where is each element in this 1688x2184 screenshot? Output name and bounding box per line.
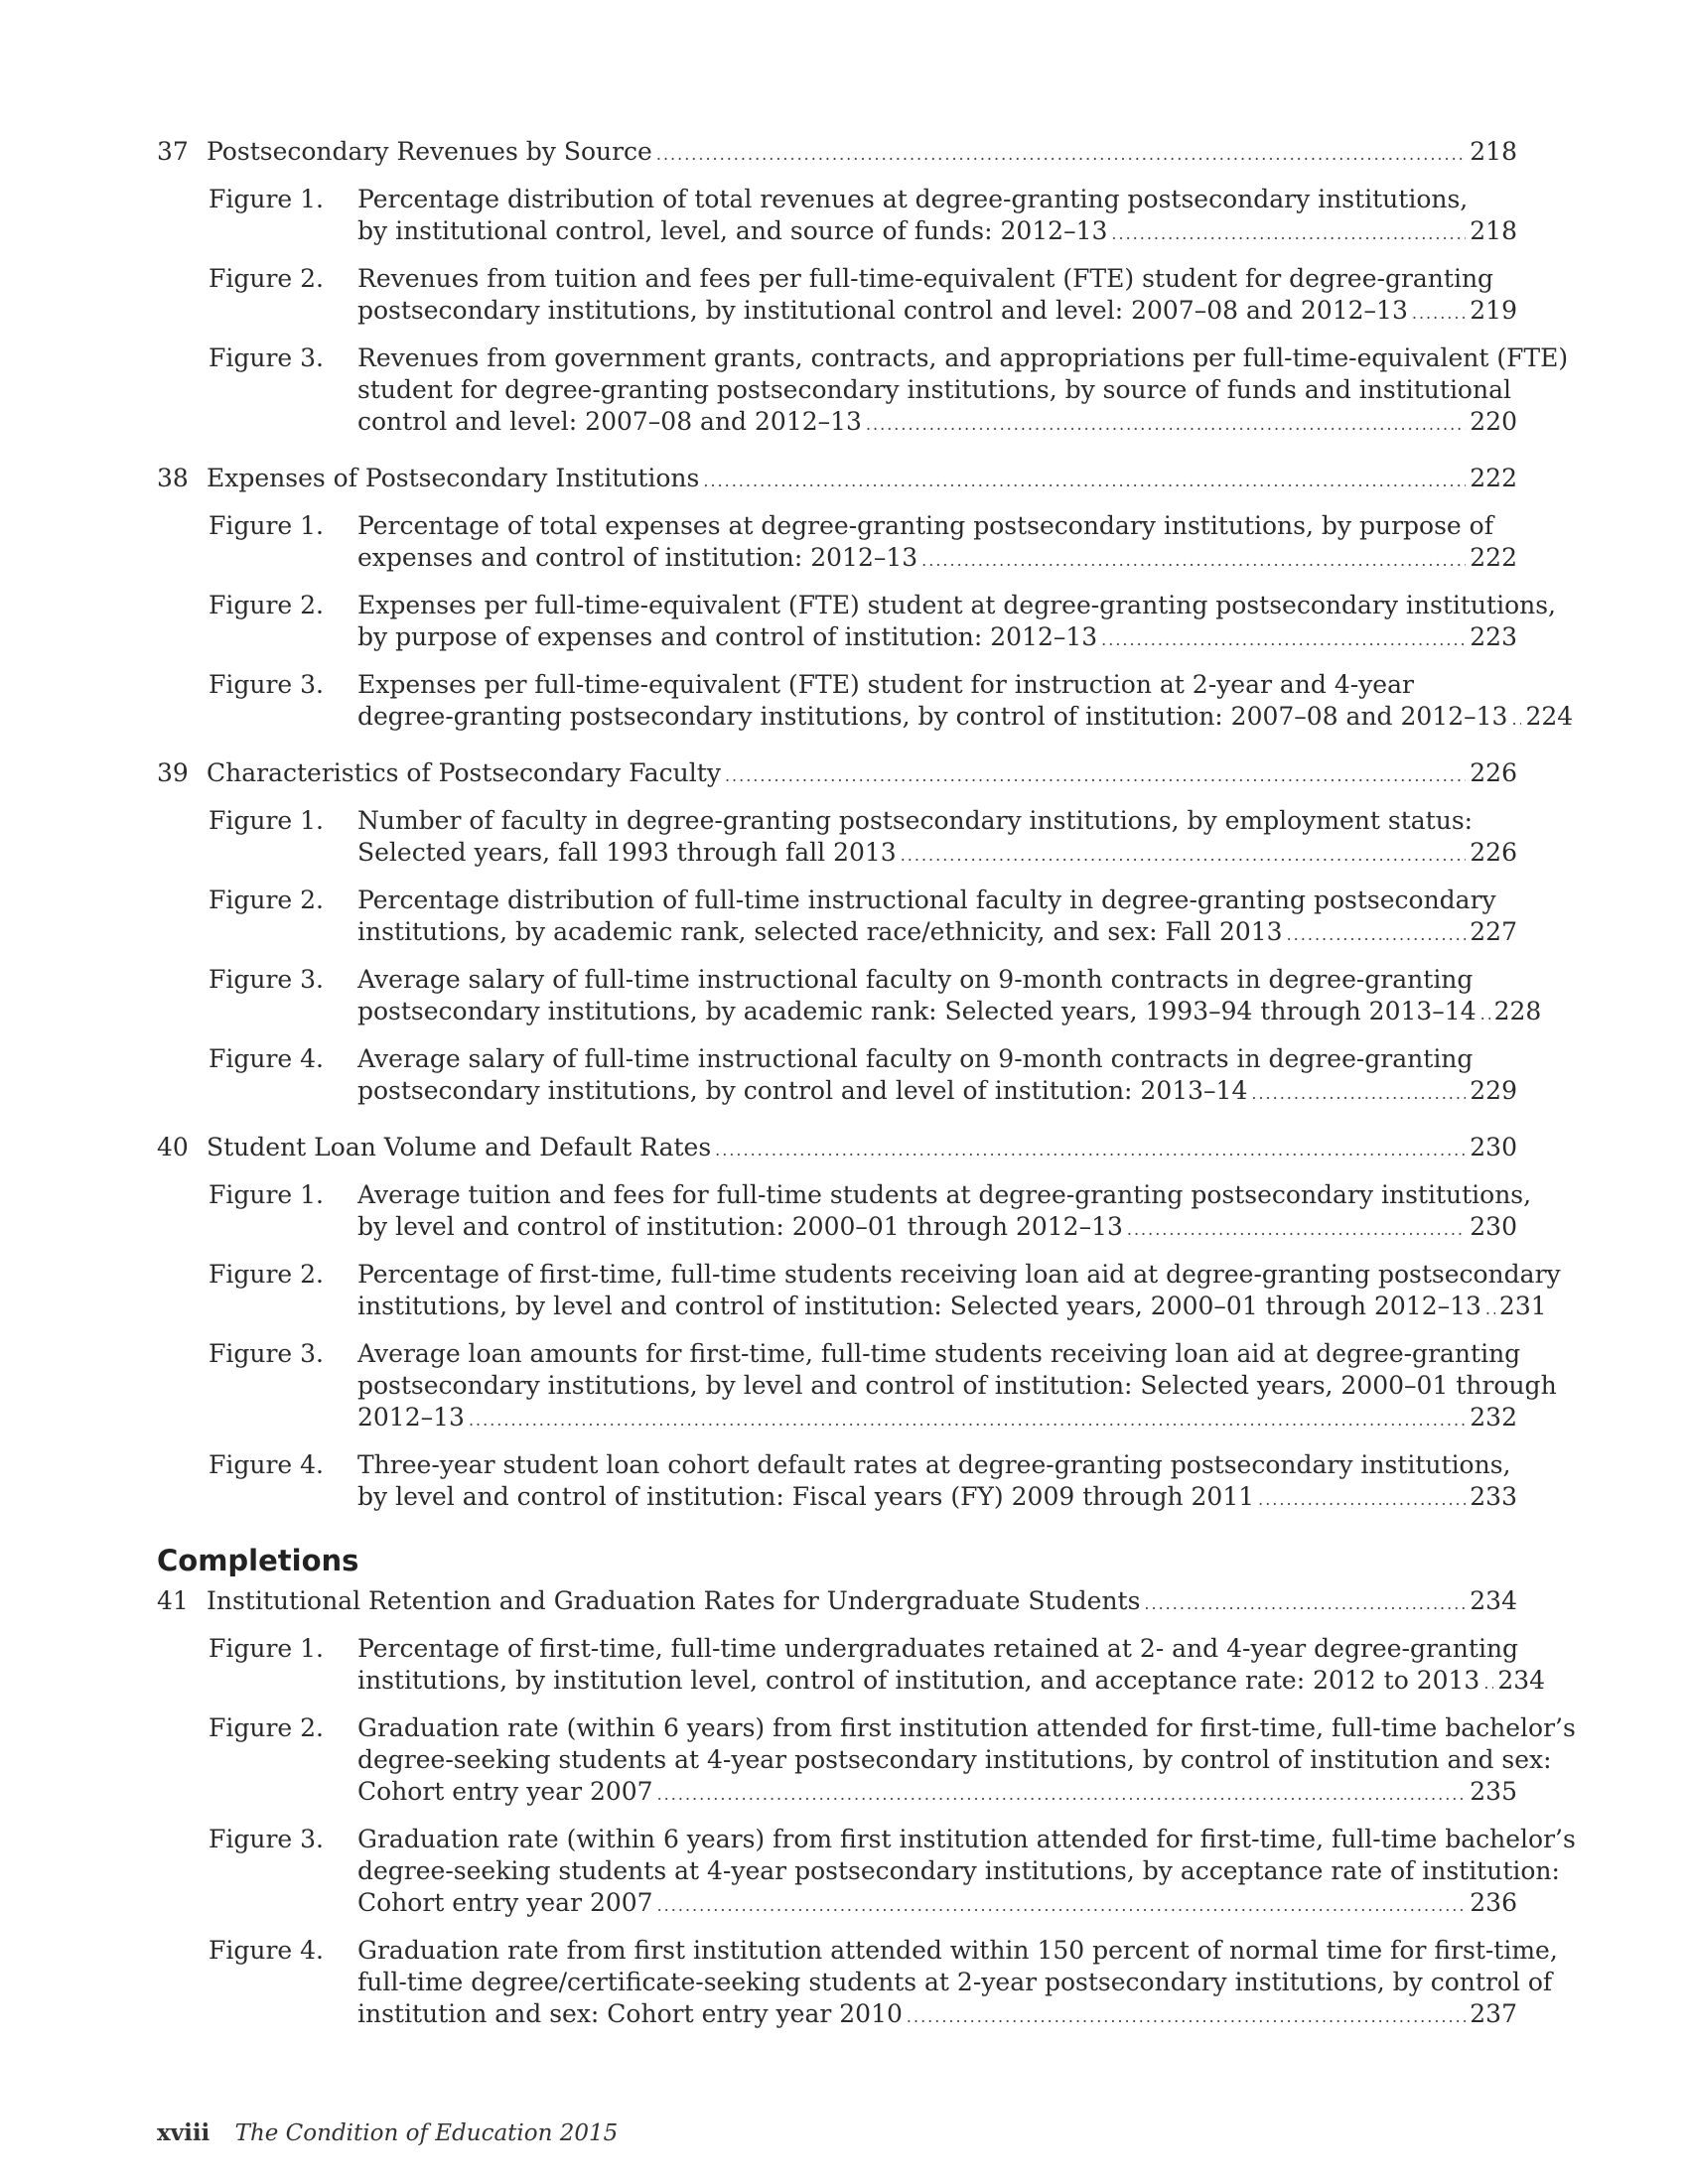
figure-caption-last-line	[357, 1402, 1517, 1436]
figure-caption-text: institutions, by institution level, control of institution, and acceptance rate: 2012 to 2013	[357, 1666, 1480, 1695]
dot-leader	[656, 136, 1466, 171]
toc-section-entry[interactable]	[157, 757, 1517, 792]
dot-leader	[715, 1132, 1466, 1166]
toc-section-entry[interactable]	[157, 136, 1517, 171]
figure-caption-last-line	[357, 1291, 1547, 1325]
toc-section	[157, 1585, 1576, 2033]
figure-label: Figure 1.	[209, 806, 324, 835]
dot-leader	[469, 1402, 1466, 1436]
page-number: 232	[1470, 1403, 1517, 1432]
dot-leader	[703, 463, 1466, 497]
toc-figure-entry[interactable]	[157, 1935, 1558, 2033]
page-number: 219	[1470, 296, 1517, 325]
figure-caption-last-line	[357, 621, 1517, 656]
figure-caption-line: Revenues from tuition and fees per full-time-equivalent (FTE) student for degree-granting	[357, 264, 1494, 293]
figure-caption	[357, 342, 1569, 441]
figure-label: Figure 1.	[209, 185, 324, 213]
dot-leader	[1412, 295, 1466, 330]
figure-label: Figure 2.	[209, 1713, 324, 1742]
figure-caption-last-line	[357, 701, 1574, 736]
page-number: 228	[1493, 997, 1542, 1025]
figure-caption	[357, 669, 1574, 736]
figure-caption-last-line	[357, 295, 1517, 330]
figure-caption-last-line	[357, 1075, 1517, 1110]
section-number: 40	[157, 1133, 189, 1161]
page-number: 230	[1470, 1212, 1517, 1241]
figure-caption-line: Percentage of total expenses at degree-granting postsecondary institutions, by purpose of	[357, 511, 1493, 540]
figure-caption	[357, 1449, 1517, 1516]
section-title	[157, 1585, 1140, 1617]
figure-caption	[357, 184, 1517, 250]
figure-caption-last-line	[357, 1998, 1517, 2033]
section-number: 37	[157, 137, 189, 166]
figure-caption-line: Revenues from government grants, contracts, and appropriations per full-time-equivalent (FTE)	[357, 343, 1569, 372]
figure-caption-last-line	[357, 1665, 1546, 1700]
dot-leader	[1258, 1481, 1466, 1516]
page-number: 234	[1470, 1586, 1517, 1615]
figure-caption-last-line	[357, 1776, 1517, 1811]
section-title-text: Characteristics of Postsecondary Faculty	[207, 758, 721, 787]
toc-figure-entry[interactable]	[157, 964, 1542, 1030]
figure-caption-text: by level and control of institution: Fiscal years (FY) 2009 through 2011	[357, 1482, 1255, 1511]
figure-label: Figure 1.	[209, 511, 324, 540]
figure-label: Figure 3.	[209, 343, 324, 372]
figure-caption	[357, 805, 1517, 872]
figure-caption	[357, 1338, 1557, 1436]
footer-publication-title: The Condition of Education 2015	[234, 2120, 619, 2146]
figure-caption-line: Expenses per full-time-equivalent (FTE) student for instruction at 2-year and 4-year	[357, 670, 1414, 699]
dot-leader	[1251, 1075, 1466, 1110]
dot-leader	[901, 837, 1467, 872]
figure-caption-line: Average salary of full-time instructional faculty on 9-month contracts in degree-granting	[357, 1044, 1474, 1073]
figure-caption	[357, 263, 1517, 330]
figure-caption-line: Graduation rate (within 6 years) from first institution attended for first-time, full-time bachelor’s	[357, 1825, 1576, 1853]
figure-caption-line: postsecondary institutions, by level and control of institution: Selected years, 2000–01 through	[357, 1371, 1557, 1400]
figure-caption-line: Number of faculty in degree-granting postsecondary institutions, by employment status:	[357, 806, 1474, 835]
page-number: 235	[1470, 1777, 1517, 1806]
figure-caption-line: Percentage distribution of full-time instructional faculty in degree-granting postsecondary	[357, 886, 1496, 914]
toc-figure-entry[interactable]	[157, 263, 1517, 330]
dot-leader	[1127, 1211, 1466, 1246]
toc-figure-entry[interactable]	[157, 1043, 1517, 1110]
figure-caption	[357, 510, 1517, 577]
dot-leader	[907, 1998, 1466, 2033]
toc-section	[157, 1132, 1561, 1516]
figure-label: Figure 2.	[209, 264, 324, 293]
figure-label: Figure 4.	[209, 1936, 324, 1965]
section-number: 38	[157, 464, 189, 492]
figure-caption-line: student for degree-granting postsecondary institutions, by source of funds and institutional	[357, 375, 1511, 404]
figure-caption-line: Graduation rate from first institution attended within 150 percent of normal time for first-time,	[357, 1936, 1558, 1965]
figure-caption-line: degree-seeking students at 4-year postsecondary institutions, by control of institution and sex:	[357, 1745, 1552, 1774]
toc-figure-entry[interactable]	[157, 1633, 1546, 1700]
figure-label: Figure 3.	[209, 670, 324, 699]
figure-label: Figure 4.	[209, 1044, 324, 1073]
toc-figure-entry[interactable]	[157, 1449, 1517, 1516]
dot-leader	[657, 1776, 1467, 1811]
toc-group-completions	[157, 1585, 1576, 2033]
figure-caption-line: Average salary of full-time instructional faculty on 9-month contracts in degree-granting	[357, 965, 1474, 994]
figure-caption-last-line	[357, 406, 1517, 441]
page-number: 234	[1497, 1666, 1546, 1695]
figure-label: Figure 3.	[209, 965, 324, 994]
dot-leader	[1144, 1585, 1466, 1620]
figure-caption-last-line	[357, 542, 1517, 577]
figure-caption-last-line	[357, 837, 1517, 872]
figure-caption-text: control and level: 2007–08 and 2012–13	[357, 407, 862, 436]
dot-leader	[1101, 621, 1466, 656]
figure-label: Figure 2.	[209, 886, 324, 914]
toc-figure-entry[interactable]	[157, 1179, 1532, 1246]
figure-label: Figure 1.	[209, 1634, 324, 1663]
figure-caption-line: degree-seeking students at 4-year postsecondary institutions, by acceptance rate of institution:	[357, 1856, 1560, 1885]
section-title	[157, 136, 652, 168]
figure-caption	[357, 1633, 1546, 1700]
section-title-text: Expenses of Postsecondary Institutions	[207, 464, 700, 492]
page-number: 227	[1470, 917, 1517, 946]
page-number: 222	[1470, 464, 1517, 492]
page-number: 222	[1470, 543, 1517, 572]
figure-caption-last-line	[357, 916, 1517, 951]
figure-label: Figure 1.	[209, 1180, 324, 1209]
page-number: 229	[1470, 1076, 1517, 1105]
figure-caption	[357, 1043, 1517, 1110]
figure-caption	[357, 1179, 1532, 1246]
figure-caption-text: by institutional control, level, and source of funds: 2012–13	[357, 216, 1108, 245]
section-number: 41	[157, 1586, 189, 1615]
section-title-text: Postsecondary Revenues by Source	[207, 137, 652, 166]
figure-caption-text: institution and sex: Cohort entry year 2010	[357, 1999, 903, 2028]
figure-caption-line: Three-year student loan cohort default rates at degree-granting postsecondary institutions,	[357, 1450, 1511, 1479]
page-number: 226	[1470, 758, 1517, 787]
dot-leader	[657, 1887, 1467, 1922]
page-number: 223	[1470, 622, 1517, 651]
figure-caption-last-line	[357, 1887, 1517, 1922]
figure-caption-last-line	[357, 1211, 1517, 1246]
toc-figure-entry[interactable]	[157, 1259, 1561, 1325]
toc-figure-entry[interactable]	[157, 510, 1517, 577]
figure-caption-text: 2012–13	[357, 1403, 465, 1432]
page-number: 237	[1470, 1999, 1517, 2028]
figure-caption-text: by level and control of institution: 2000–01 through 2012–13	[357, 1212, 1123, 1241]
dot-leader	[1483, 1665, 1493, 1700]
toc-figure-entry[interactable]	[157, 1824, 1576, 1922]
figure-caption-last-line	[357, 215, 1517, 250]
section-title-text: Institutional Retention and Graduation Rates for Undergraduate Students	[207, 1586, 1141, 1615]
section-title	[157, 463, 699, 494]
figure-caption-text: degree-granting postsecondary institutions, by control of institution: 2007–08 and 2012–13	[357, 702, 1508, 731]
page-footer	[157, 2119, 618, 2146]
dot-leader	[1511, 701, 1521, 736]
dot-leader	[1111, 215, 1466, 250]
figure-caption-text: by purpose of expenses and control of institution: 2012–13	[357, 622, 1098, 651]
dot-leader	[1485, 1291, 1495, 1325]
toc-section-entry[interactable]	[157, 463, 1517, 497]
footer-page-number: xviii	[157, 2119, 211, 2146]
toc-section-entry[interactable]	[157, 1585, 1517, 1620]
figure-caption-text: Cohort entry year 2007	[357, 1777, 653, 1806]
figure-caption	[357, 590, 1556, 656]
completions-heading: Completions	[157, 1544, 359, 1577]
section-title-text: Student Loan Volume and Default Rates	[207, 1133, 712, 1161]
toc-section	[157, 136, 1569, 441]
dot-leader	[866, 406, 1466, 441]
page-number: 230	[1470, 1133, 1517, 1161]
dot-leader	[921, 542, 1466, 577]
toc-figure-entry[interactable]	[157, 590, 1556, 656]
figure-label: Figure 3.	[209, 1825, 324, 1853]
figure-caption-line: Graduation rate (within 6 years) from first institution attended for first-time, full-time bachelor’s	[357, 1713, 1576, 1742]
figure-caption-text: Cohort entry year 2007	[357, 1888, 653, 1917]
toc-group-finance	[157, 136, 1574, 1516]
figure-label: Figure 4.	[209, 1450, 324, 1479]
figure-caption-text: postsecondary institutions, by academic rank: Selected years, 1993–94 through 2013–14	[357, 997, 1477, 1025]
dot-leader	[725, 757, 1466, 792]
figure-label: Figure 3.	[209, 1339, 324, 1368]
figure-caption-line: Expenses per full-time-equivalent (FTE) student at degree-granting postsecondary institutions,	[357, 591, 1556, 619]
page-number: 233	[1470, 1482, 1517, 1511]
figure-caption	[357, 885, 1517, 951]
figure-caption	[357, 1712, 1576, 1811]
toc-figure-entry[interactable]	[157, 885, 1517, 951]
toc-figure-entry[interactable]	[157, 1712, 1576, 1811]
toc-figure-entry[interactable]	[157, 1338, 1557, 1436]
section-number: 39	[157, 758, 189, 787]
dot-leader	[1480, 996, 1490, 1030]
figure-caption-text: Selected years, fall 1993 through fall 2013	[357, 838, 897, 867]
figure-caption-line: Percentage of first-time, full-time students receiving loan aid at degree-granting postsecondary	[357, 1260, 1561, 1289]
table-of-contents	[157, 136, 1576, 2033]
figure-caption-last-line	[357, 1481, 1517, 1516]
figure-caption-line: Percentage of first-time, full-time undergraduates retained at 2- and 4-year degree-granting	[357, 1634, 1519, 1663]
toc-figure-entry[interactable]	[157, 342, 1569, 441]
toc-figure-entry[interactable]	[157, 184, 1517, 250]
page-number: 218	[1470, 216, 1517, 245]
toc-figure-entry[interactable]	[157, 669, 1574, 736]
page-number: 224	[1525, 702, 1574, 731]
toc-section	[157, 463, 1574, 736]
page-number: 220	[1470, 407, 1517, 436]
toc-section-entry[interactable]	[157, 1132, 1517, 1166]
figure-caption-text: expenses and control of institution: 2012–13	[357, 543, 918, 572]
figure-label: Figure 2.	[209, 1260, 324, 1289]
figure-caption-line: Average loan amounts for first-time, full-time students receiving loan aid at degree-granting	[357, 1339, 1521, 1368]
figure-caption	[357, 1259, 1561, 1325]
figure-caption-line: Percentage distribution of total revenues at degree-granting postsecondary institutions,	[357, 185, 1469, 213]
page-number: 236	[1470, 1888, 1517, 1917]
section-title	[157, 757, 721, 789]
figure-caption-last-line	[357, 996, 1542, 1030]
page-number: 231	[1498, 1292, 1547, 1320]
figure-caption-text: institutions, by level and control of institution: Selected years, 2000–01 through 2012–13	[357, 1292, 1481, 1320]
figure-caption-text: institutions, by academic rank, selected race/ethnicity, and sex: Fall 2013	[357, 917, 1283, 946]
section-title	[157, 1132, 711, 1163]
page-number: 226	[1470, 838, 1517, 867]
dot-leader	[1287, 916, 1467, 951]
figure-caption-text: postsecondary institutions, by control and level of institution: 2013–14	[357, 1076, 1248, 1105]
page-number: 218	[1470, 137, 1517, 166]
figure-caption-line: Average tuition and fees for full-time students at degree-granting postsecondary institutions,	[357, 1180, 1532, 1209]
figure-caption-line: full-time degree/certificate-seeking students at 2-year postsecondary institutions, by control of	[357, 1968, 1553, 1996]
toc-section	[157, 757, 1542, 1110]
figure-label: Figure 2.	[209, 591, 324, 619]
figure-caption	[357, 964, 1542, 1030]
toc-figure-entry[interactable]	[157, 805, 1517, 872]
figure-caption	[357, 1824, 1576, 1922]
figure-caption-text: postsecondary institutions, by institutional control and level: 2007–08 and 2012–13	[357, 296, 1408, 325]
figure-caption	[357, 1935, 1558, 2033]
